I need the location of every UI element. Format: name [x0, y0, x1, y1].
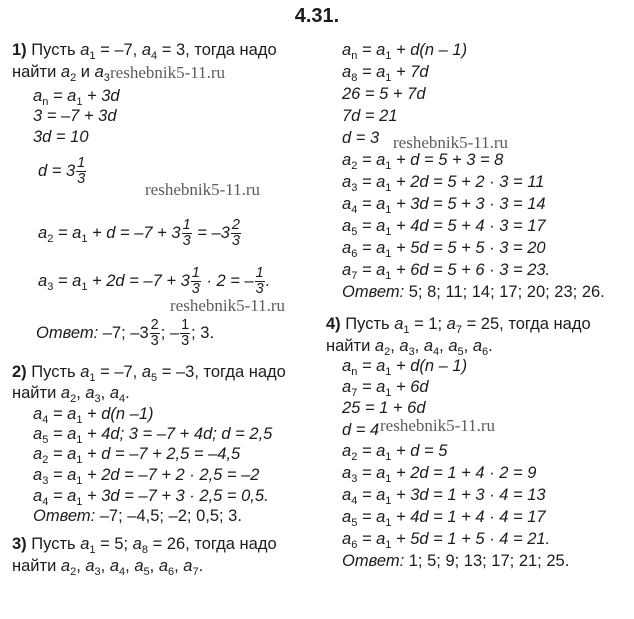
p1-line-d: d = 3 $\frac{1}{3}$ [38, 155, 86, 187]
p3-line-a8: $a_8 = a_1 + 7d$ [342, 63, 429, 84]
p1-intro-line1: 1) Пусть $a_1 = -7$, $a_4 = 3$, тогда надо [12, 41, 277, 62]
p3-line-a3: $a_3 = a_1 + 2d = 5 + 2 \cdot 3 = 11$ [342, 173, 545, 194]
p4-line-eq: 25 = 1 + 6d [342, 399, 426, 417]
fraction: $\frac{1}{3}$ [191, 265, 200, 297]
p1-line-a2: $a_2 = a_1 + d = -7 + 3$ $\frac{1}{3}$ = –3 $\frac{2}{3}$ [38, 217, 240, 249]
watermark: reshebnik5-11.ru [380, 416, 496, 435]
p2-line-a3: $a_3 = a_1 + 2d = -7 + 2 \cdot 2,5 = -2$ [33, 466, 260, 487]
p4-intro-line1: 4) Пусть $a_1 = 1$; $a_7 = 25$, тогда надо [326, 315, 591, 336]
p3-line-d: d = 3 [342, 129, 380, 147]
p3-line-7d: 7d = 21 [342, 107, 398, 125]
p4-line-formula: $a_n = a_1 + d(n - 1)$ [342, 357, 468, 378]
p4-line-a7: $a_7 = a_1 + 6d$ [342, 378, 429, 399]
p3-line-a5: $a_5 = a_1 + 4d = 5 + 4 \cdot 3 = 17$ [342, 217, 546, 238]
p3-line-eq: 26 = 5 + 7d [342, 85, 426, 103]
p1-answer: Ответ: –7; –3 $\frac{2}{3}$ ; – $\frac{1}{3}$ ; 3. [36, 317, 215, 349]
fraction: $\frac{2}{3}$ [150, 317, 159, 349]
watermark: reshebnik5-11.ru [110, 63, 226, 82]
watermark: reshebnik5-11.ru [145, 180, 261, 199]
p3-line-a2: $a_2 = a_1 + d = 5 + 3 = 8$ [342, 151, 504, 172]
p2-answer: Ответ: –7; –4,5; –2; 0,5; 3. [33, 507, 242, 525]
p4-line-d: d = 4 [342, 421, 380, 439]
p3-answer: Ответ: 5; 8; 11; 14; 17; 20; 23; 26. [342, 283, 605, 301]
p2-intro-line2: найти $a_2$, $a_3$, $a_4$. [12, 384, 130, 405]
fraction: $\frac{1}{3}$ [255, 265, 264, 297]
p2-line-a4: $a_4 = a_1 + 3d = -7 + 3 \cdot 2,5 = 0,5$. [33, 487, 269, 508]
p3-intro-line1: 3) Пусть $a_1 = 5$; $a_8 = 26$, тогда надо [12, 535, 277, 556]
p4-line-a5: $a_5 = a_1 + 4d = 1 + 4 \cdot 4 = 17$ [342, 508, 546, 529]
watermark: reshebnik5-11.ru [170, 296, 286, 315]
p1-line-a3: $a_3 = a_1 + 2d = -7 + 3$ $\frac{1}{3}$ · 2 = – $\frac{1}{3}$ . [38, 265, 271, 297]
p3-line-a4: $a_4 = a_1 + 3d = 5 + 3 \cdot 3 = 14$ [342, 195, 546, 216]
p2-intro-line1: 2) Пусть $a_1 = -7$, $a_5 = -3$, тогда надо [12, 363, 286, 384]
p4-answer: Ответ: 1; 5; 9; 13; 17; 21; 25. [342, 552, 570, 570]
p1-intro-line2: найти $a_2$ и $a_3$ [12, 63, 110, 84]
p1-line-3d: 3d = 10 [33, 128, 89, 146]
p1-line-formula: $a_n = a_1 + 3d$ [33, 87, 120, 108]
p4-line-a4: $a_4 = a_1 + 3d = 1 + 3 \cdot 4 = 13$ [342, 486, 546, 507]
p2-line-formula: $a_4 = a_1 + d(n$ –1) [33, 405, 154, 426]
fraction: $\frac{1}{3}$ [182, 217, 191, 249]
fraction: $\frac{1}{3}$ [181, 317, 190, 349]
fraction: $\frac{1}{3}$ [77, 155, 86, 187]
watermark: reshebnik5-11.ru [393, 133, 509, 152]
p3-line-a6: $a_6 = a_1 + 5d = 5 + 5 \cdot 3 = 20$ [342, 239, 546, 260]
p4-line-a6: $a_6 = a_1 + 5d = 1 + 5 \cdot 4 = 21$. [342, 530, 551, 551]
p2-line-a2: $a_2 = a_1 + d = -7 + 2,5 = -4,5$ [33, 445, 241, 466]
p4-line-a2: $a_2 = a_1 + d = 5$ [342, 442, 448, 463]
p1-line-eq: 3 = –7 + 3d [33, 107, 117, 125]
p3-intro-line2: найти $a_2$, $a_3$, $a_4$, $a_5$, $a_6$, $a_7$. [12, 557, 204, 578]
p4-intro-line2: найти $a_2$, $a_3$, $a_4$, $a_5$, $a_6$. [326, 337, 493, 358]
p3-line-a7: $a_7 = a_1 + 6d = 5 + 6 \cdot 3 = 23$. [342, 261, 551, 282]
p4-line-a3: $a_3 = a_1 + 2d = 1 + 4 \cdot 2 = 9$ [342, 464, 537, 485]
fraction: $\frac{2}{3}$ [231, 217, 240, 249]
page-title: 4.31. [294, 5, 340, 27]
p3-line-formula: $a_n = a_1 + d(n - 1)$ [342, 41, 468, 62]
p2-line-a5: $a_5 = a_1 + 4d$; 3 = –7 + 4d; d = 2,5 [33, 425, 273, 446]
